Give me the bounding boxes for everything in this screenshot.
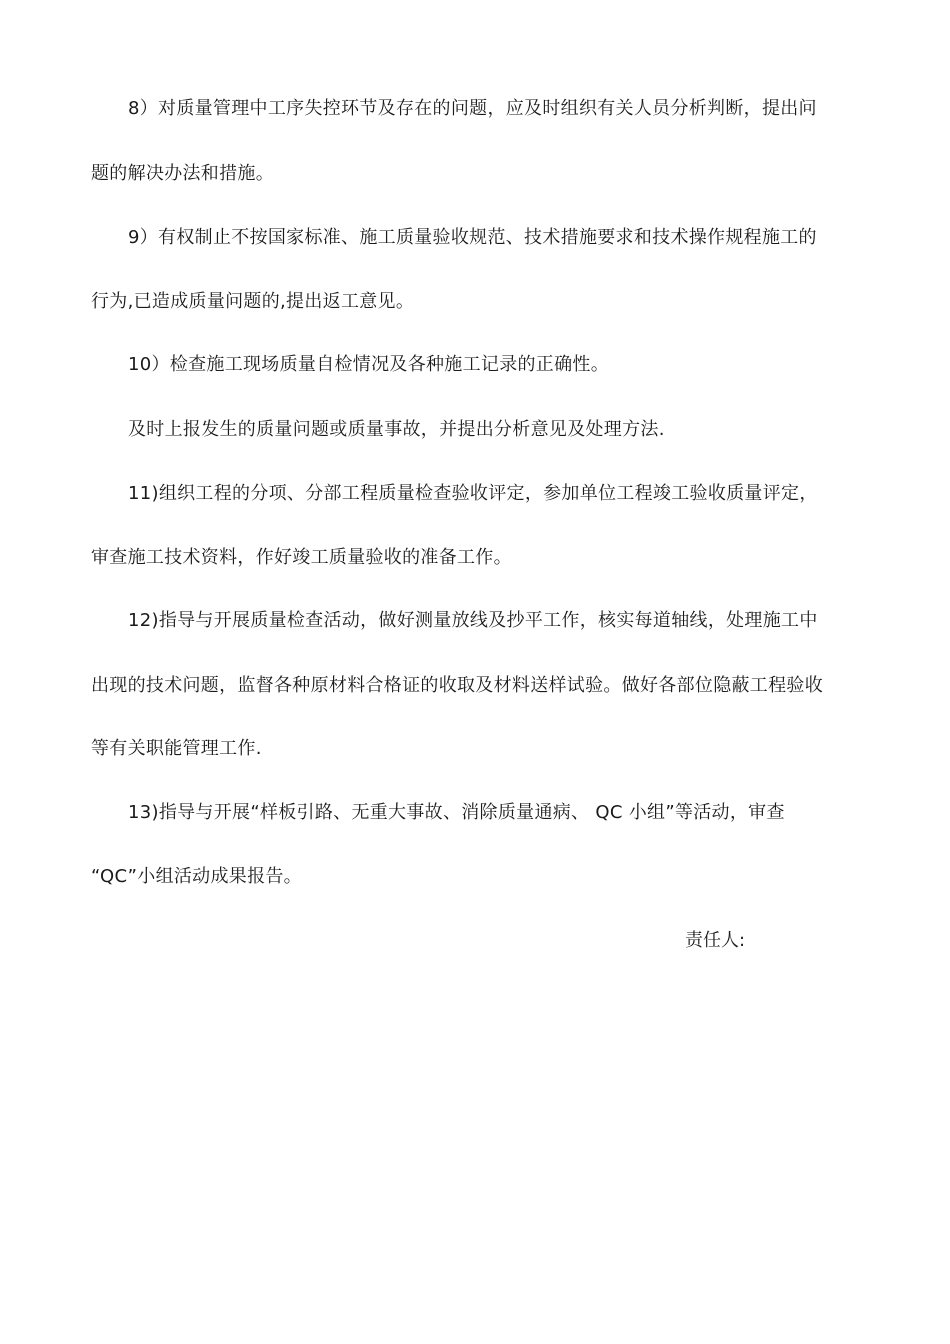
report-paragraph-line-1: 及时上报发生的质量问题或质量事故，并提出分析意见及处理方法. bbox=[128, 419, 665, 440]
item-10-line-1: 10）检查施工现场质量自检情况及各种施工记录的正确性。 bbox=[128, 354, 610, 375]
item-8-line-2: 题的解决办法和措施。 bbox=[91, 163, 274, 184]
item-11-line-2: 审查施工技术资料，作好竣工质量验收的准备工作。 bbox=[91, 547, 512, 568]
item-12-line-1: 12)指导与开展质量检查活动，做好测量放线及抄平工作，核实每道轴线，处理施工中 bbox=[128, 610, 818, 631]
item-13-line-2: “QC”小组活动成果报告。 bbox=[91, 866, 302, 887]
signature-label: 责任人: bbox=[685, 930, 746, 951]
item-12-line-3: 等有关职能管理工作. bbox=[91, 738, 262, 759]
item-13-line-1: 13)指导与开展“样板引路、无重大事故、消除质量通病、 QC 小组”等活动，审查 bbox=[128, 802, 785, 823]
item-11-line-1: 11)组织工程的分项、分部工程质量检查验收评定，参加单位工程竣工验收质量评定， bbox=[128, 483, 818, 504]
item-12-line-2: 出现的技术问题，监督各种原材料合格证的收取及材料送样试验。做好各部位隐蔽工程验收 bbox=[91, 675, 823, 696]
item-9-line-2: 行为,已造成质量问题的,提出返工意见。 bbox=[91, 291, 415, 312]
item-8-line-1: 8）对质量管理中工序失控环节及存在的问题，应及时组织有关人员分析判断，提出问 bbox=[128, 98, 817, 119]
item-9-line-1: 9）有权制止不按国家标准、施工质量验收规范、技术措施要求和技术操作规程施工的 bbox=[128, 227, 817, 248]
